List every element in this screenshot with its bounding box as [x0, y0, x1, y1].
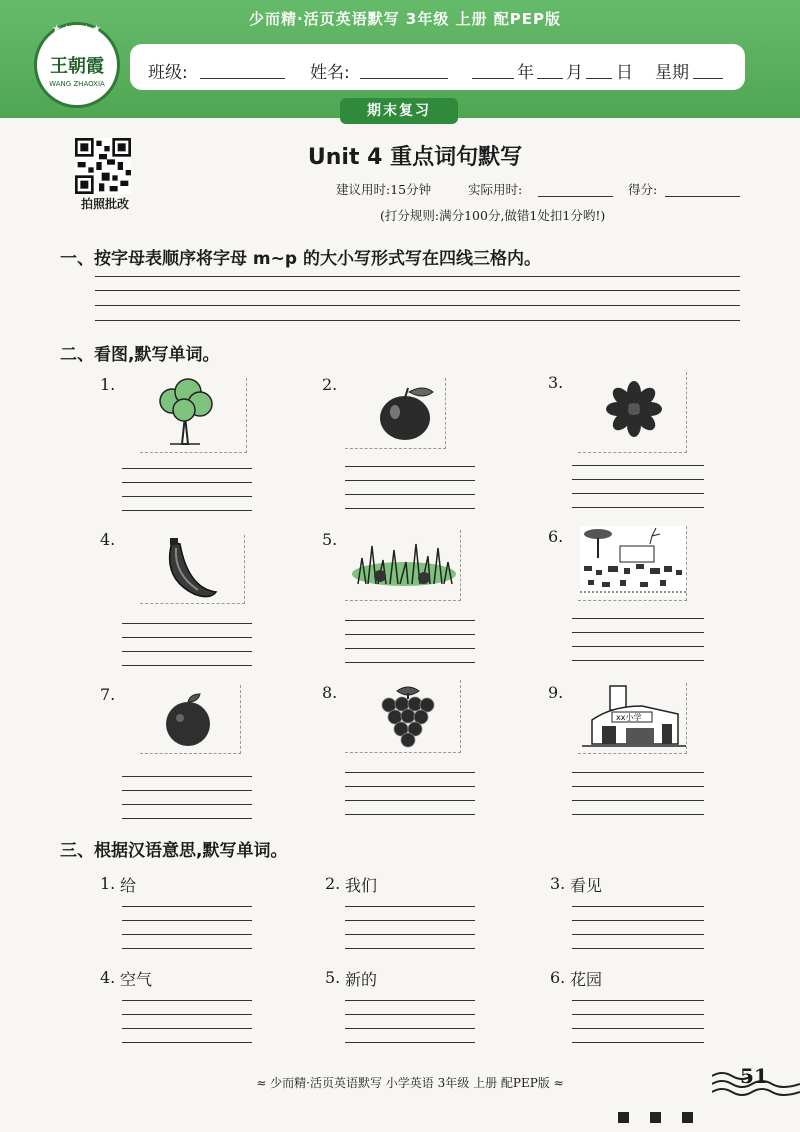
- answer-line[interactable]: [122, 665, 252, 666]
- suggested-time: 建议用时:15分钟: [336, 182, 432, 197]
- word-item-chinese: 空气: [120, 970, 153, 989]
- answer-line[interactable]: [345, 1014, 475, 1015]
- answer-line[interactable]: [572, 772, 704, 773]
- picture-item-number: 5.: [322, 530, 338, 549]
- answer-line[interactable]: [122, 1042, 252, 1043]
- answer-line[interactable]: [572, 465, 704, 466]
- answer-line[interactable]: [345, 772, 475, 773]
- word-item-number: 3.: [550, 874, 566, 893]
- footer-series: ≈ 少而精·活页英语默写 小学英语 3年级 上册 配PEP版 ≈: [256, 1076, 564, 1090]
- four-line-grid[interactable]: [95, 276, 740, 277]
- logo-stars: ★★★★★: [52, 24, 102, 35]
- answer-line[interactable]: [345, 786, 475, 787]
- answer-line[interactable]: [345, 920, 475, 921]
- section-three-heading: 三、根据汉语意思,默写单词。: [60, 841, 288, 861]
- four-line-grid[interactable]: [95, 305, 740, 306]
- word-item-chinese: 花园: [570, 970, 603, 989]
- answer-line[interactable]: [572, 479, 704, 480]
- month-field[interactable]: [537, 78, 563, 79]
- class-field[interactable]: [200, 78, 285, 79]
- answer-line[interactable]: [572, 814, 704, 815]
- picture-item-number: 2.: [322, 375, 338, 394]
- picture-item-number: 9.: [548, 683, 564, 702]
- corner-mark: [682, 1112, 693, 1123]
- banana-icon: [158, 538, 222, 600]
- word-item-number: 5.: [325, 968, 341, 987]
- answer-line[interactable]: [345, 480, 475, 481]
- answer-line[interactable]: [122, 482, 252, 483]
- answer-line[interactable]: [122, 468, 252, 469]
- answer-line[interactable]: [572, 646, 704, 647]
- answer-line[interactable]: [572, 786, 704, 787]
- answer-line[interactable]: [122, 920, 252, 921]
- answer-line[interactable]: [572, 1042, 704, 1043]
- answer-line[interactable]: [345, 1028, 475, 1029]
- answer-line[interactable]: [572, 1028, 704, 1029]
- answer-line[interactable]: [572, 618, 704, 619]
- logo-subtext: WANG ZHAOXIA: [49, 80, 105, 88]
- word-item-chinese: 给: [120, 876, 137, 895]
- answer-line[interactable]: [345, 1042, 475, 1043]
- picture-item-number: 7.: [100, 685, 116, 704]
- farm-icon: [580, 526, 686, 596]
- section-one-heading: 一、按字母表顺序将字母 m~p 的大小写形式写在四线三格内。: [60, 249, 541, 269]
- answer-line[interactable]: [122, 804, 252, 805]
- answer-line[interactable]: [345, 800, 475, 801]
- answer-line[interactable]: [572, 507, 704, 508]
- answer-line[interactable]: [572, 948, 704, 949]
- word-item-number: 2.: [325, 874, 341, 893]
- answer-line[interactable]: [345, 906, 475, 907]
- grass-icon: [350, 536, 458, 588]
- answer-line[interactable]: [572, 1000, 704, 1001]
- weekday-field[interactable]: [693, 78, 723, 79]
- answer-line[interactable]: [345, 814, 475, 815]
- picture-item-number: 4.: [100, 530, 116, 549]
- answer-line[interactable]: [572, 632, 704, 633]
- tree-icon: [150, 376, 220, 446]
- word-item-chinese: 新的: [345, 970, 378, 989]
- picture-item-number: 8.: [322, 683, 338, 702]
- answer-line[interactable]: [572, 493, 704, 494]
- page-title: Unit 4 重点词句默写: [307, 145, 523, 170]
- page-number: 51: [740, 1064, 768, 1088]
- answer-line[interactable]: [122, 1000, 252, 1001]
- qr-code-icon[interactable]: [75, 138, 131, 194]
- year-field[interactable]: [472, 78, 514, 79]
- word-item-chinese: 我们: [345, 876, 378, 895]
- answer-line[interactable]: [345, 620, 475, 621]
- year-label: 年: [517, 63, 534, 83]
- word-item-number: 1.: [100, 874, 116, 893]
- actual-time-label: 实际用时:: [468, 182, 523, 197]
- answer-line[interactable]: [572, 934, 704, 935]
- answer-line[interactable]: [122, 776, 252, 777]
- answer-line[interactable]: [572, 660, 704, 661]
- answer-line[interactable]: [122, 1014, 252, 1015]
- word-item-number: 4.: [100, 968, 116, 987]
- four-line-grid[interactable]: [95, 320, 740, 321]
- four-line-grid[interactable]: [95, 290, 740, 291]
- flower-icon: [605, 380, 663, 438]
- answer-line[interactable]: [122, 934, 252, 935]
- answer-line[interactable]: [345, 634, 475, 635]
- series-title: 少而精·活页英语默写 3年级 上册 配PEP版: [248, 10, 562, 28]
- corner-mark: [618, 1112, 629, 1123]
- answer-line[interactable]: [122, 790, 252, 791]
- actual-time-field[interactable]: [538, 196, 613, 197]
- class-label: 班级:: [148, 63, 188, 83]
- answer-line[interactable]: [345, 648, 475, 649]
- grapes-icon: [375, 683, 441, 749]
- answer-line[interactable]: [122, 651, 252, 652]
- section-two-heading: 二、看图,默写单词。: [60, 345, 220, 365]
- answer-line[interactable]: [572, 906, 704, 907]
- word-item-chinese: 看见: [570, 876, 603, 895]
- answer-line[interactable]: [122, 637, 252, 638]
- corner-mark: [650, 1112, 661, 1123]
- answer-line[interactable]: [345, 508, 475, 509]
- answer-line[interactable]: [122, 496, 252, 497]
- weekday-label: 星期: [655, 63, 689, 83]
- word-item-number: 6.: [550, 968, 566, 987]
- review-tab: 期末复习: [340, 98, 458, 124]
- answer-line[interactable]: [572, 800, 704, 801]
- qr-label: 拍照批改: [80, 197, 129, 211]
- answer-line[interactable]: [122, 510, 252, 511]
- answer-line[interactable]: [122, 906, 252, 907]
- picture-item-number: 1.: [100, 375, 116, 394]
- answer-line[interactable]: [345, 466, 475, 467]
- month-label: 月: [566, 63, 583, 83]
- apple-icon: [375, 384, 439, 442]
- day-label: 日: [616, 63, 633, 83]
- score-field[interactable]: [665, 196, 740, 197]
- answer-line[interactable]: [345, 1000, 475, 1001]
- student-info-box: [130, 44, 745, 90]
- answer-line[interactable]: [345, 494, 475, 495]
- answer-line[interactable]: [122, 623, 252, 624]
- orange-icon: [160, 690, 220, 750]
- picture-item-number: 6.: [548, 527, 564, 546]
- school-icon: [582, 684, 686, 750]
- score-label: 得分:: [628, 182, 658, 197]
- answer-line[interactable]: [122, 948, 252, 949]
- answer-line[interactable]: [572, 920, 704, 921]
- answer-line[interactable]: [345, 662, 475, 663]
- name-field[interactable]: [360, 78, 448, 79]
- answer-line[interactable]: [122, 818, 252, 819]
- answer-line[interactable]: [345, 948, 475, 949]
- answer-line[interactable]: [345, 934, 475, 935]
- scoring-rule: (打分规则:满分100分,做错1处扣1分哟!): [380, 208, 606, 223]
- answer-line[interactable]: [122, 1028, 252, 1029]
- svg-text:xx小学: xx小学: [616, 713, 642, 722]
- answer-line[interactable]: [572, 1014, 704, 1015]
- day-field[interactable]: [586, 78, 612, 79]
- logo-text: 王朝霞: [50, 56, 104, 77]
- name-label: 姓名:: [310, 63, 350, 83]
- picture-item-number: 3.: [548, 373, 564, 392]
